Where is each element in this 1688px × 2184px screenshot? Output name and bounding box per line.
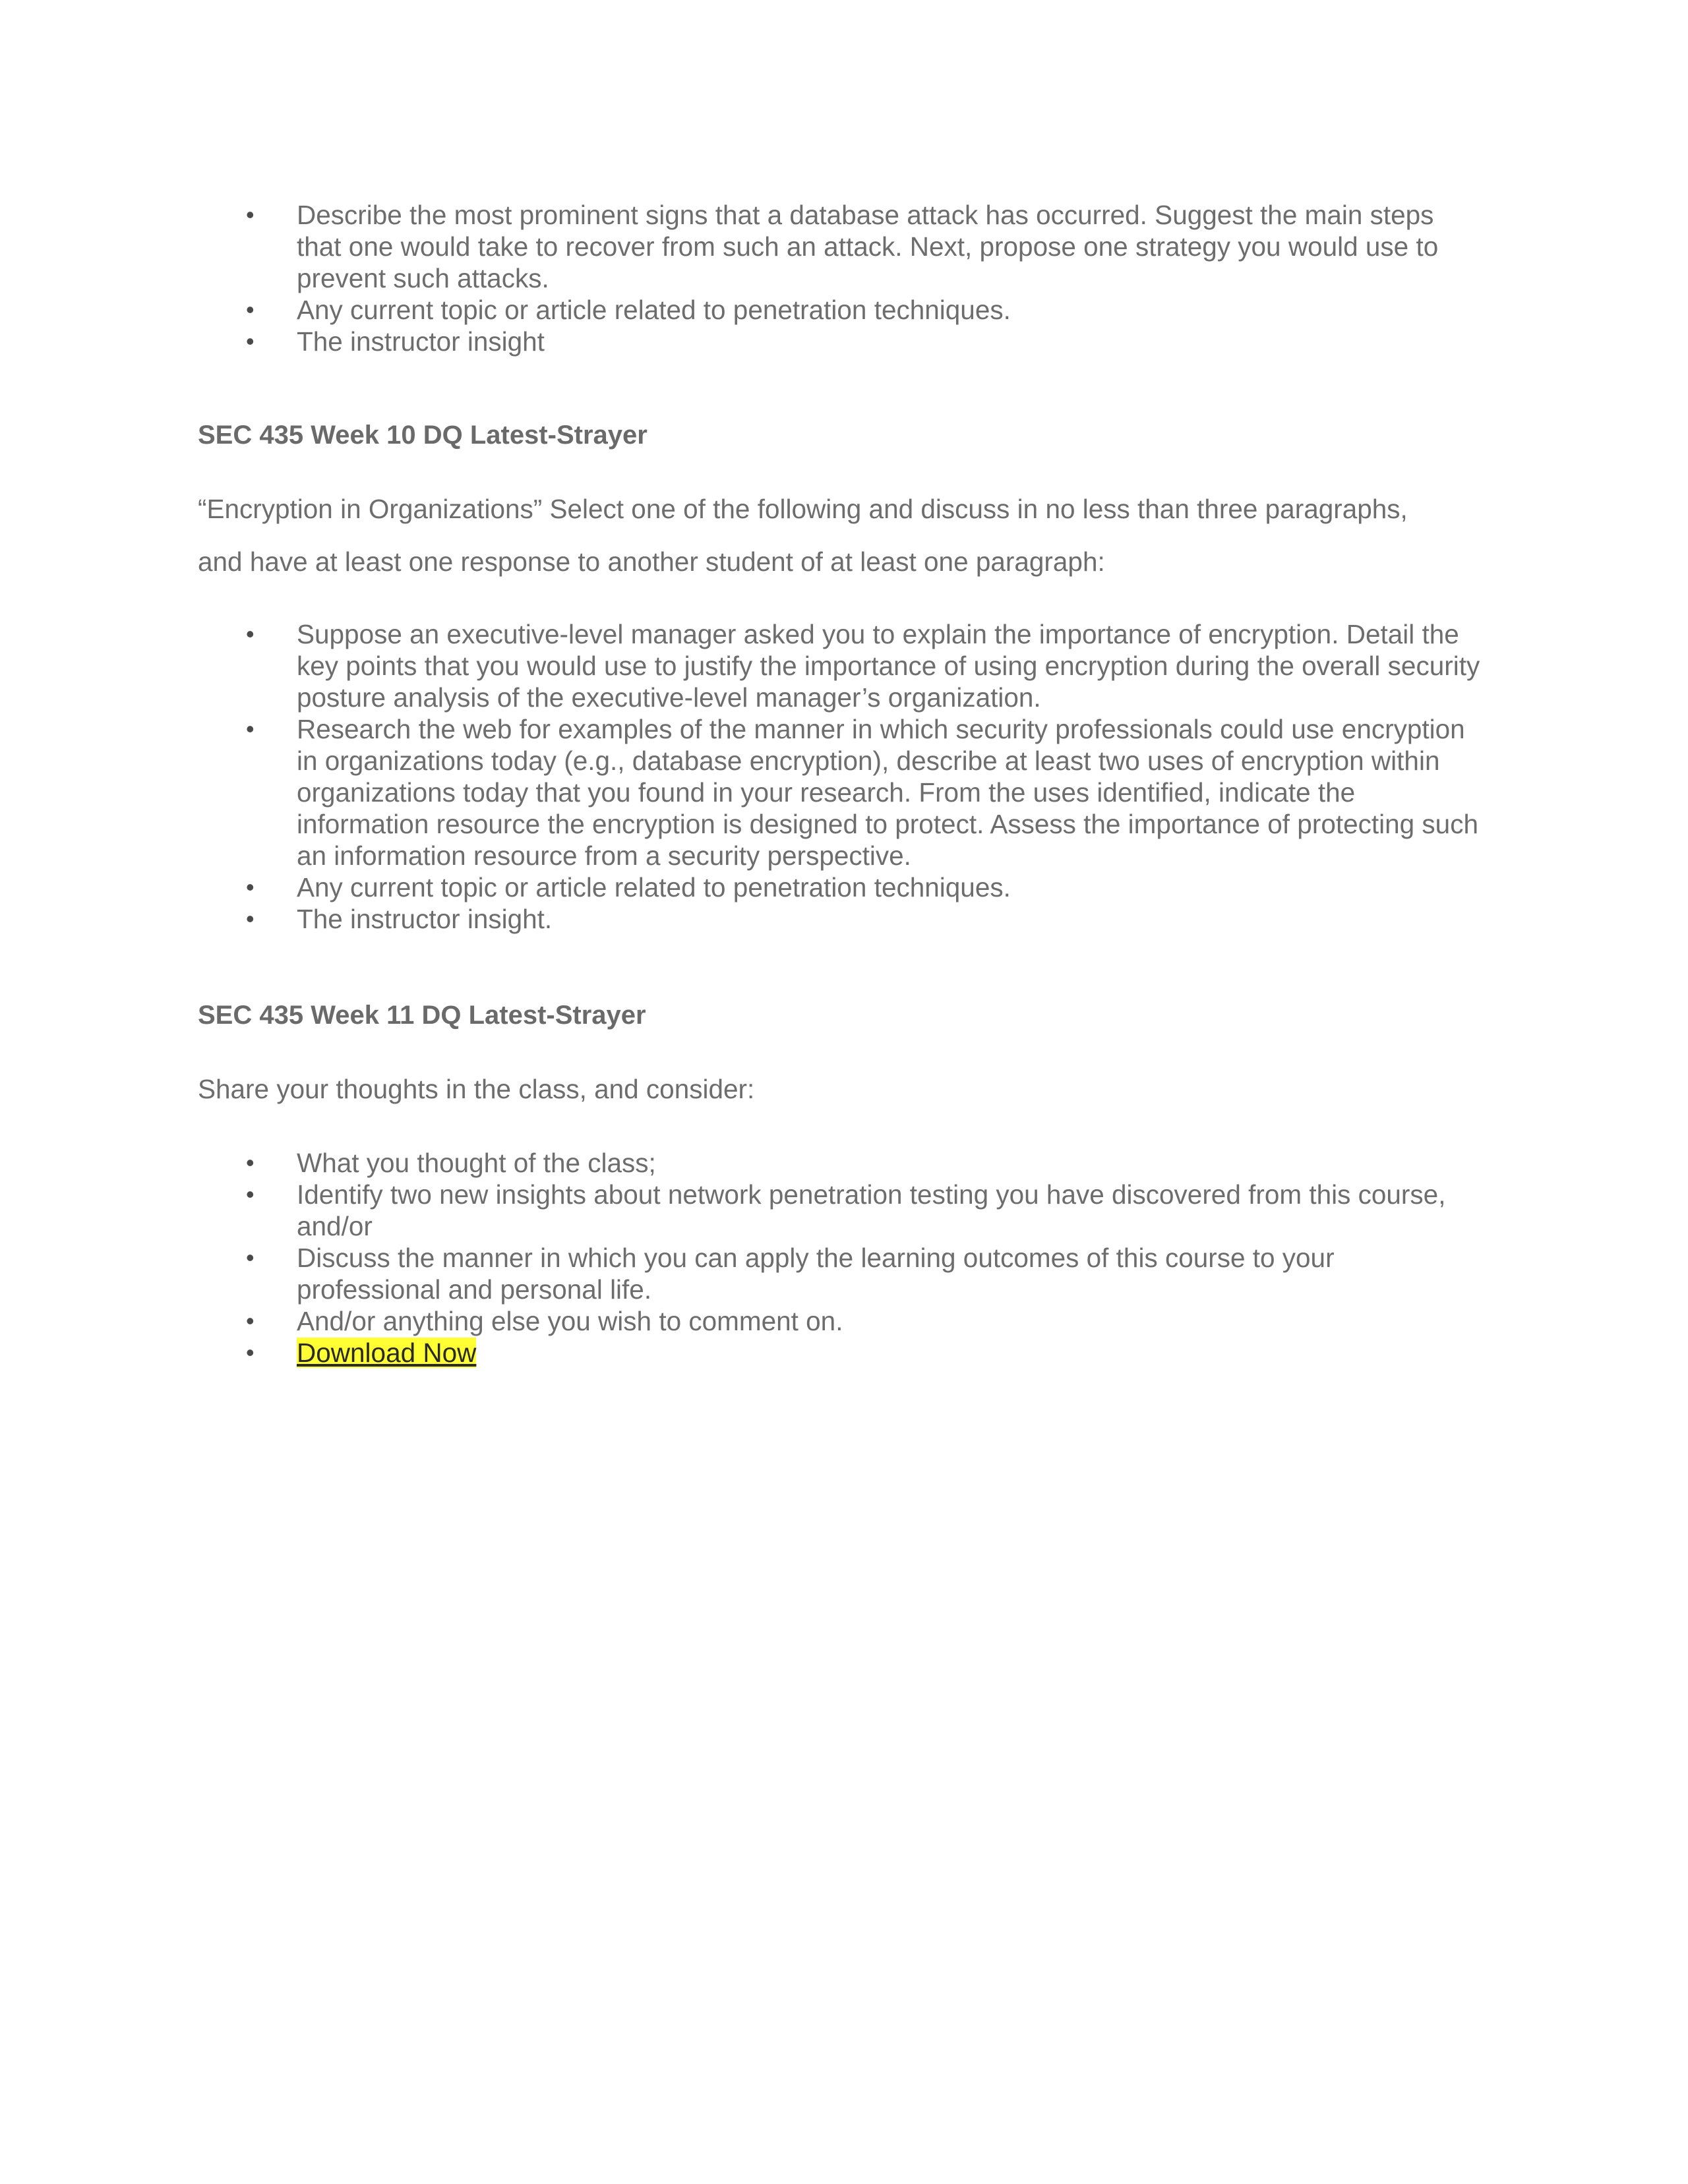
week11-bullet-list	[0, 1147, 1484, 1369]
week11-intro: Share your thoughts in the class, and consider:	[198, 1074, 755, 1104]
list-item: • The instructor insight.	[0, 903, 1484, 935]
list-item: • Discuss the manner in which you can apply the learning outcomes of this course to your professional and personal life.	[0, 1242, 1484, 1305]
top-bullet-list	[0, 199, 1484, 357]
list-item: • The instructor insight	[0, 326, 1484, 357]
list-item: • Suppose an executive-level manager asked you to explain the importance of encryption. Detail the key points that you would use to justify the importance of using encryption during the overall security posture analysis of the executive-level manager’s organization.	[0, 618, 1484, 713]
week10-intro-line1: “Encryption in Organizations” Select one of the following and discuss in no less than three paragraphs,	[198, 494, 1408, 524]
list-item: • Any current topic or article related to penetration techniques.	[0, 871, 1484, 903]
list-item: • Identify two new insights about network penetration testing you have discovered from this course, and/or	[0, 1179, 1484, 1242]
list-item-download	[0, 1337, 1484, 1369]
list-item: • What you thought of the class;	[0, 1147, 1484, 1179]
week11-heading: SEC 435 Week 11 DQ Latest-Strayer	[198, 1001, 646, 1030]
list-item: • Describe the most prominent signs that a database attack has occurred. Suggest the main steps that one would take to recover from such an attack. Next, propose one strategy you would use to prevent such attacks.	[0, 199, 1484, 294]
week10-heading: SEC 435 Week 10 DQ Latest-Strayer	[198, 421, 648, 450]
list-item: • Any current topic or article related to penetration techniques.	[0, 294, 1484, 326]
list-item: • Research the web for examples of the manner in which security professionals could use encryption in organizations today (e.g., database encryption), describe at least two uses of encryption within organizations today that you found in your research. From the uses identified, indicate the information resource the encryption is designed to protect. Assess the importance of protecting such an information resource from a security perspective.	[0, 713, 1484, 871]
week10-bullet-list	[0, 618, 1484, 935]
list-item: • And/or anything else you wish to comment on.	[0, 1305, 1484, 1337]
week10-intro-line2: and have at least one response to another student of at least one paragraph:	[198, 546, 1105, 577]
download-now-link[interactable]: Download Now	[297, 1338, 477, 1368]
